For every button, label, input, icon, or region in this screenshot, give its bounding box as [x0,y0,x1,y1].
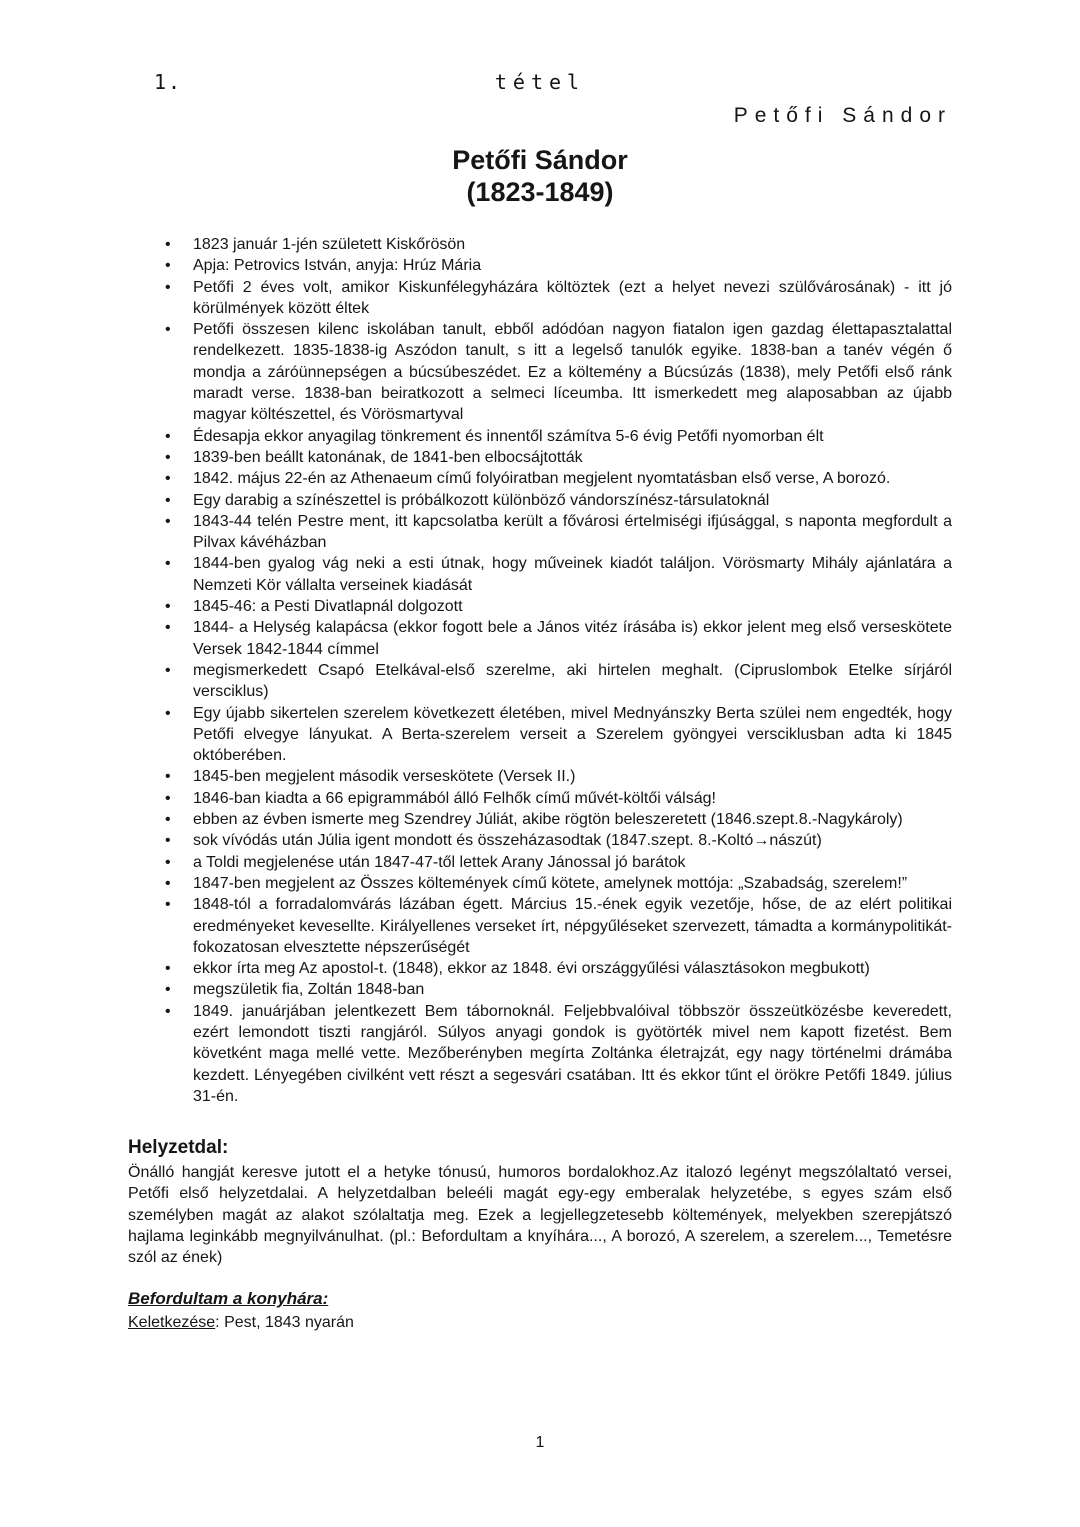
biography-bullet-list [128,234,952,1107]
bullet-item: • 1848-tól a forradalomvárás lázában égett. Március 15.-ének egyik vezetője, hőse, de az elért politikai eredményeket kevesellte. Királyellenes verseket írt, népgyűléseket szervezett, támadta a kormánypolitikát-fokozatosan elvesztette népszerűségét [163,894,952,958]
bullet-item: • 1845-ben megjelent második verseskötete (Versek II.) [163,766,952,787]
bullet-item: • 1849. januárjában jelentkezett Bem tábornoknál. Feljebbvalóival többször összeütközésbe keveredett, ezért lemondott tiszti rangjáról. Súlyos anyagi gondok is gyötörték mivel nem kapott fizetést. Bem követként maga mellé vette. Mezőberényben megírta Zoltánka életrajzát, egy nagy történelmi drámába kezdett. Lényegében civilként vett részt a segesvári csatában. Itt és ekkor tűnt el örökre Petőfi 1849. július 31-én. [163,1001,952,1107]
section-heading-helyzetdal: Helyzetdal: [128,1137,229,1159]
bullet-item: • 1823 január 1-jén született Kiskőrösön [163,234,952,255]
bullet-item: • 1844- a Helység kalapácsa (ekkor fogott bele a János vitéz írásába is) ekkor jelent meg első verseskötete Versek 1842-1844 címmel [163,617,952,660]
bullet-item: • a Toldi megjelenése után 1847-47-től lettek Arany Jánossal jó barátok [163,852,952,873]
header-center-label: tétel [494,70,586,94]
bullet-item: • megismerkedett Csapó Etelkával-első szerelme, aki hirtelen meghalt. (Cipruslombok Etelke sírjáról versciklus) [163,660,952,703]
bullet-item: • megszületik fia, Zoltán 1848-ban [163,979,952,1000]
sub-heading-befordultam: Befordultam a konyhára: [128,1288,329,1308]
bullet-item: • Petőfi 2 éves volt, amikor Kiskunfélegyházára költöztek (ezt a helyet nevezi szülővárosának) - itt jó körülmények között éltek [163,277,952,320]
bullet-item: • 1847-ben megjelent az Összes költemények című kötete, amelynek mottója: „Szabadság, szerelem!” [163,873,952,894]
bullet-item: • 1839-ben beállt katonának, de 1841-ben elbocsájtották [163,447,952,468]
bullet-item: • ekkor írta meg Az apostol-t. (1848), ekkor az 1848. évi országgyűlési választásokon megbukott) [163,958,952,979]
page-title: Petőfi Sándor [452,145,628,175]
bullet-item: • 1844-ben gyalog vág neki a esti útnak, hogy műveinek kiadót találjon. Vörösmarty Mihály ajánlatára a Nemzeti Kör vállalta verseinek kiadását [163,553,952,596]
bullet-item: • 1843-44 telén Pestre ment, itt kapcsolatba került a fővárosi értelmiségi ifjúsággal, s naponta megfordult a Pilvax kávéházban [163,511,952,554]
title-block [128,144,952,208]
bullet-item: • 1845-46: a Pesti Divatlapnál dolgozott [163,596,952,617]
origin-line [128,1312,952,1333]
origin-value: : Pest, 1843 nyarán [215,1313,354,1331]
page-number-footer: 1 [535,1434,545,1451]
bullet-item: • Apja: Petrovics István, anyja: Hrúz Mária [163,255,952,276]
origin-label: Keletkezése [128,1313,216,1331]
header-line-1 [128,70,952,96]
bullet-item: • 1846-ban kiadta a 66 epigrammából álló Felhők című művét-költői válság! [163,788,952,809]
title-years: (1823-1849) [466,177,614,207]
bullet-item: • Egy újabb sikertelen szerelem következett életében, mivel Mednyánszky Berta szülei nem engedték, hogy Petőfi elvegye lányukat. A Berta-szerelem verseit a Szerelem gyöngyei versciklusban adta ki 1845 októberében. [163,703,952,767]
bullet-item: • Édesapja ekkor anyagilag tönkrement és innentől számítva 5-6 évig Petőfi nyomorban élt [163,426,952,447]
header-author-name: Petőfi Sándor [733,104,952,127]
bullet-item: • sok vívódás után Júlia igent mondott és összeházasodtak (1847.szept. 8.-Koltó→nászút) [163,830,952,851]
section-body-helyzetdal: Önálló hangját keresve jutott el a hetyke tónusú, humoros bordalokhoz.Az italozó legényt megszólaltató versei, Petőfi első helyzetdalai. A helyzetdalban beleéli magát egy-egy emberalak helyzetébe, s egyes szám első személyben magát az alakot szólaltatja meg. Ezek a legjellegzetesebb költemények, melyekben szerepjátszó hajlama leginkább megnyilvánulhat. (pl.: Befordultam a knyíhára..., A borozó, A szerelem, a szerelem..., Temetésre szól az ének) [128,1164,952,1267]
bullet-item: • Petőfi összesen kilenc iskolában tanult, ebből adódóan nagyon fiatalon igen gazdag élettapasztalattal rendelkezett. 1835-1838-ig Aszódon tanult, s itt a legelső tanulók egyike. 1838-ban a tanév végén ő mondja a záróünnepségen a búcsúbeszédet. Ez a költemény a Búcsúzás (1838), mely Petőfi első ránk maradt verse. 1838-ban beiratkozott a selmeci líceumba. Itt ismerkedett meg alaposabban az újabb magyar költészettel, és Vörösmartyval [163,319,952,425]
bullet-item: • Egy darabig a színészettel is próbálkozott különböző vándorszínész-társulatoknál [163,490,952,511]
bullet-item: • 1842. május 22-én az Athenaeum című folyóiratban megjelent nyomtatásban első verse, A borozó. [163,468,952,489]
lesson-number: 1. [154,70,183,94]
bullet-item: • ebben az évben ismerte meg Szendrey Júliát, akibe rögtön beleszeretett (1846.szept.8.-Nagykároly) [163,809,952,830]
